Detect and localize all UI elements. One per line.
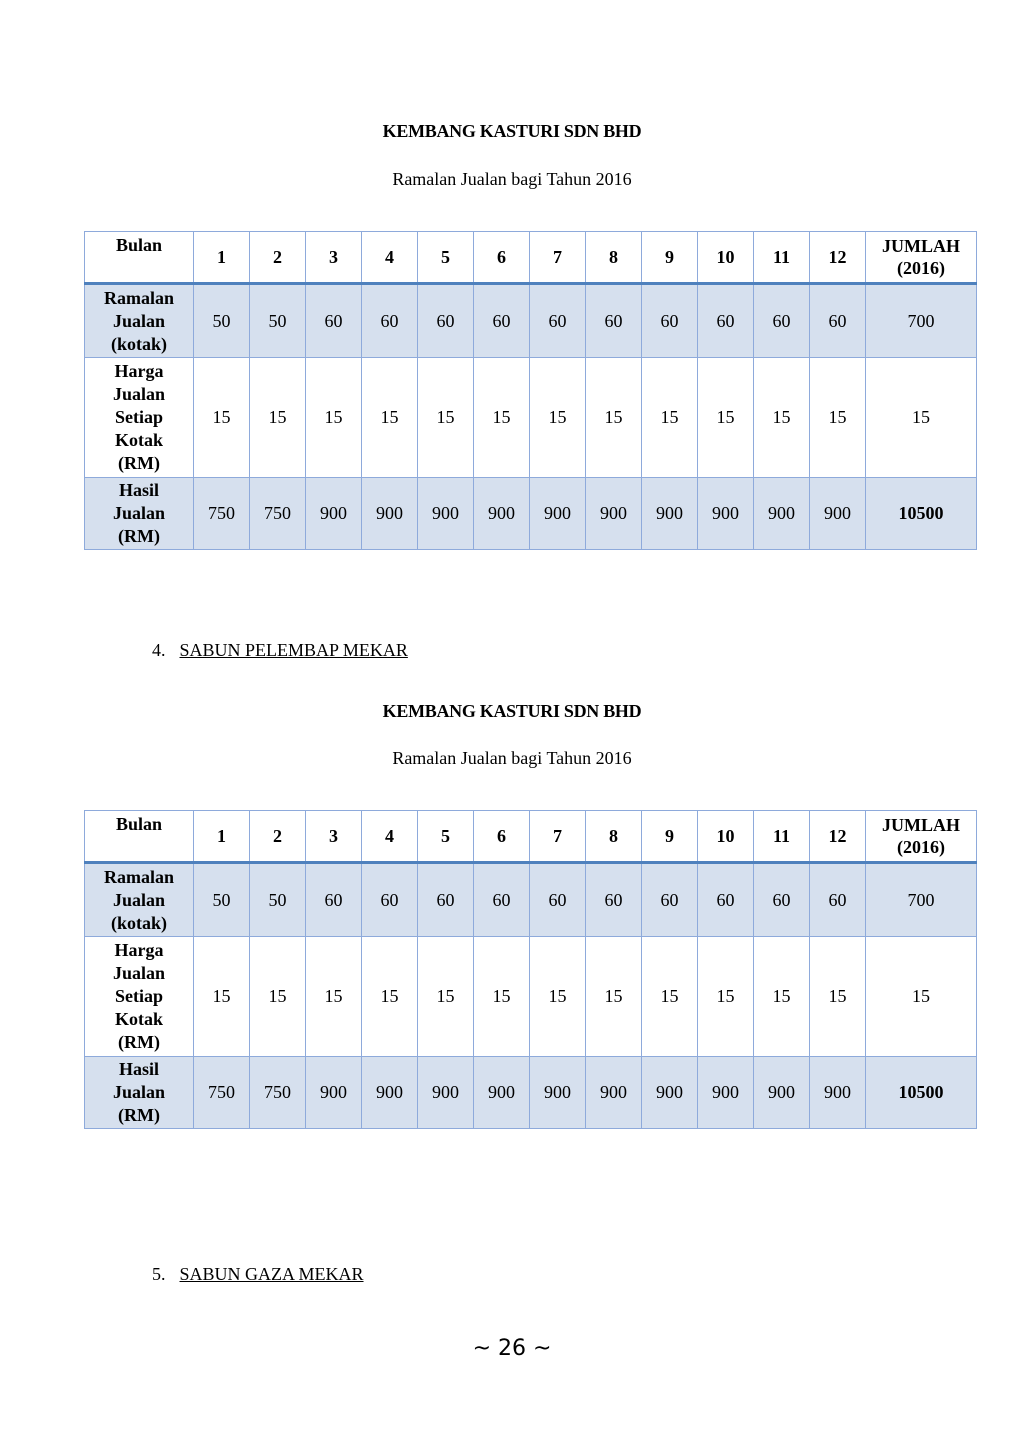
header-cell-month: 12	[810, 811, 866, 863]
header-cell-month: 1	[194, 811, 250, 863]
value-cell: 60	[474, 863, 530, 937]
table-row	[85, 863, 977, 937]
value-cell: 900	[586, 1057, 642, 1129]
value-cell: 60	[810, 863, 866, 937]
header-cell-month: 9	[642, 232, 698, 284]
total-cell: 10500	[866, 1057, 977, 1129]
header-cell-month: 12	[810, 232, 866, 284]
header-cell-month: 11	[754, 232, 810, 284]
value-cell: 15	[362, 937, 418, 1057]
value-cell: 50	[194, 863, 250, 937]
row-label-line: (RM)	[118, 1105, 160, 1125]
header-cell-month: 10	[698, 232, 754, 284]
value-cell: 15	[754, 937, 810, 1057]
section-heading	[152, 1264, 364, 1285]
row-label-line: Hasil	[118, 480, 159, 500]
value-cell: 900	[642, 478, 698, 550]
company-title: KEMBANG KASTURI SDN BHD	[382, 121, 642, 141]
table-row	[85, 478, 977, 550]
value-cell: 900	[810, 478, 866, 550]
value-cell: 15	[642, 358, 698, 478]
value-cell: 60	[642, 284, 698, 358]
value-cell: 15	[194, 358, 250, 478]
value-cell: 60	[530, 863, 586, 937]
table-row	[85, 284, 977, 358]
header-row	[85, 811, 977, 863]
header-cell-month: 1	[194, 232, 250, 284]
header-cell-jumlah	[866, 232, 977, 284]
row-label-line: Ramalan	[103, 866, 174, 887]
row-label-line: Jualan	[112, 384, 166, 404]
row-label-line: (RM)	[118, 453, 160, 473]
row-label-line: (RM)	[118, 526, 160, 546]
value-cell: 900	[306, 478, 362, 550]
header-cell-month: 4	[362, 811, 418, 863]
company-title: KEMBANG KASTURI SDN BHD	[382, 701, 642, 721]
header-cell-month: 2	[250, 811, 306, 863]
header-cell-bulan: Bulan	[85, 232, 194, 284]
table-row	[85, 358, 977, 478]
sales-forecast-table	[84, 810, 977, 1129]
header-cell-month: 4	[362, 232, 418, 284]
row-label-line: Ramalan	[103, 287, 174, 308]
value-cell: 15	[698, 937, 754, 1057]
table-row	[85, 937, 977, 1057]
sales-forecast-table	[84, 231, 977, 550]
section-label: SABUN PELEMBAP MEKAR	[179, 640, 408, 660]
row-label-line: Jualan	[112, 310, 166, 331]
value-cell: 750	[194, 478, 250, 550]
value-cell: 60	[474, 284, 530, 358]
value-cell: 900	[530, 1057, 586, 1129]
total-cell: 10500	[866, 478, 977, 550]
header-cell-month: 5	[418, 232, 474, 284]
value-cell: 900	[418, 478, 474, 550]
header-cell-month: 5	[418, 811, 474, 863]
row-label-line: Harga	[114, 361, 164, 381]
value-cell: 900	[418, 1057, 474, 1129]
value-cell: 15	[474, 937, 530, 1057]
row-label	[85, 284, 194, 358]
value-cell: 60	[530, 284, 586, 358]
value-cell: 900	[474, 1057, 530, 1129]
value-cell: 15	[194, 937, 250, 1057]
value-cell: 900	[810, 1057, 866, 1129]
header-cell-month: 7	[530, 811, 586, 863]
row-label	[85, 863, 194, 937]
value-cell: 15	[810, 358, 866, 478]
header-cell-month: 2	[250, 232, 306, 284]
value-cell: 15	[586, 358, 642, 478]
value-cell: 900	[362, 478, 418, 550]
row-label-line: Kotak	[114, 430, 163, 450]
row-label-line: Setiap	[114, 986, 163, 1006]
row-label-line: (kotak)	[110, 912, 167, 933]
value-cell: 15	[474, 358, 530, 478]
section-label: SABUN GAZA MEKAR	[179, 1264, 364, 1284]
value-cell: 900	[642, 1057, 698, 1129]
value-cell: 15	[306, 358, 362, 478]
header-line: JUMLAH	[882, 236, 960, 256]
header-cell-month: 10	[698, 811, 754, 863]
value-cell: 900	[362, 1057, 418, 1129]
value-cell: 60	[586, 284, 642, 358]
header-cell-month: 8	[586, 811, 642, 863]
value-cell: 15	[586, 937, 642, 1057]
value-cell: 60	[698, 863, 754, 937]
header-row	[85, 232, 977, 284]
header-cell-month: 7	[530, 232, 586, 284]
row-label-line: Harga	[114, 940, 164, 960]
value-cell: 900	[474, 478, 530, 550]
table-subtitle: Ramalan Jualan bagi Tahun 2016	[392, 169, 632, 189]
row-label	[85, 358, 194, 478]
header-cell-month: 6	[474, 232, 530, 284]
value-cell: 900	[530, 478, 586, 550]
value-cell: 900	[586, 478, 642, 550]
value-cell: 15	[250, 937, 306, 1057]
value-cell: 750	[250, 478, 306, 550]
value-cell: 750	[194, 1057, 250, 1129]
row-label-line: Kotak	[114, 1009, 163, 1029]
value-cell: 15	[530, 358, 586, 478]
section-number: 4.	[152, 640, 166, 660]
value-cell: 900	[698, 478, 754, 550]
value-cell: 15	[250, 358, 306, 478]
row-label-line: Jualan	[112, 889, 166, 910]
section-number: 5.	[152, 1264, 166, 1284]
value-cell: 60	[698, 284, 754, 358]
value-cell: 15	[418, 358, 474, 478]
value-cell: 60	[810, 284, 866, 358]
header-cell-month: 6	[474, 811, 530, 863]
value-cell: 50	[250, 863, 306, 937]
row-label-line: Jualan	[112, 1082, 166, 1102]
value-cell: 60	[306, 284, 362, 358]
row-label-line: Hasil	[118, 1059, 159, 1079]
row-label	[85, 478, 194, 550]
row-label-line: Jualan	[112, 963, 166, 983]
header-cell-month: 3	[306, 232, 362, 284]
row-label	[85, 937, 194, 1057]
row-label-line: Setiap	[114, 407, 163, 427]
row-label-line: (kotak)	[110, 333, 167, 354]
header-cell-month: 11	[754, 811, 810, 863]
value-cell: 15	[418, 937, 474, 1057]
value-cell: 60	[362, 284, 418, 358]
header-cell-jumlah	[866, 811, 977, 863]
value-cell: 50	[194, 284, 250, 358]
value-cell: 15	[530, 937, 586, 1057]
table-subtitle: Ramalan Jualan bagi Tahun 2016	[392, 748, 632, 768]
value-cell: 60	[642, 863, 698, 937]
header-cell-month: 3	[306, 811, 362, 863]
value-cell: 60	[418, 863, 474, 937]
header-line: (2016)	[897, 258, 945, 278]
section-heading	[152, 640, 408, 661]
row-label-line: Jualan	[112, 503, 166, 523]
value-cell: 50	[250, 284, 306, 358]
total-cell: 700	[866, 863, 977, 937]
value-cell: 900	[754, 478, 810, 550]
value-cell: 60	[586, 863, 642, 937]
header-cell-bulan: Bulan	[85, 811, 194, 863]
row-label	[85, 1057, 194, 1129]
value-cell: 15	[362, 358, 418, 478]
total-cell: 15	[866, 937, 977, 1057]
value-cell: 15	[810, 937, 866, 1057]
value-cell: 15	[306, 937, 362, 1057]
value-cell: 60	[418, 284, 474, 358]
value-cell: 60	[754, 284, 810, 358]
header-line: JUMLAH	[882, 815, 960, 835]
value-cell: 15	[642, 937, 698, 1057]
total-cell: 700	[866, 284, 977, 358]
value-cell: 900	[306, 1057, 362, 1129]
header-cell-month: 9	[642, 811, 698, 863]
row-label-line: (RM)	[118, 1032, 160, 1052]
value-cell: 750	[250, 1057, 306, 1129]
value-cell: 60	[362, 863, 418, 937]
total-cell: 15	[866, 358, 977, 478]
header-line: (2016)	[897, 837, 945, 857]
value-cell: 60	[306, 863, 362, 937]
value-cell: 15	[754, 358, 810, 478]
value-cell: 900	[698, 1057, 754, 1129]
header-cell-month: 8	[586, 232, 642, 284]
value-cell: 60	[754, 863, 810, 937]
page-number: ~ 26 ~	[472, 1336, 552, 1361]
table-row	[85, 1057, 977, 1129]
value-cell: 900	[754, 1057, 810, 1129]
value-cell: 15	[698, 358, 754, 478]
